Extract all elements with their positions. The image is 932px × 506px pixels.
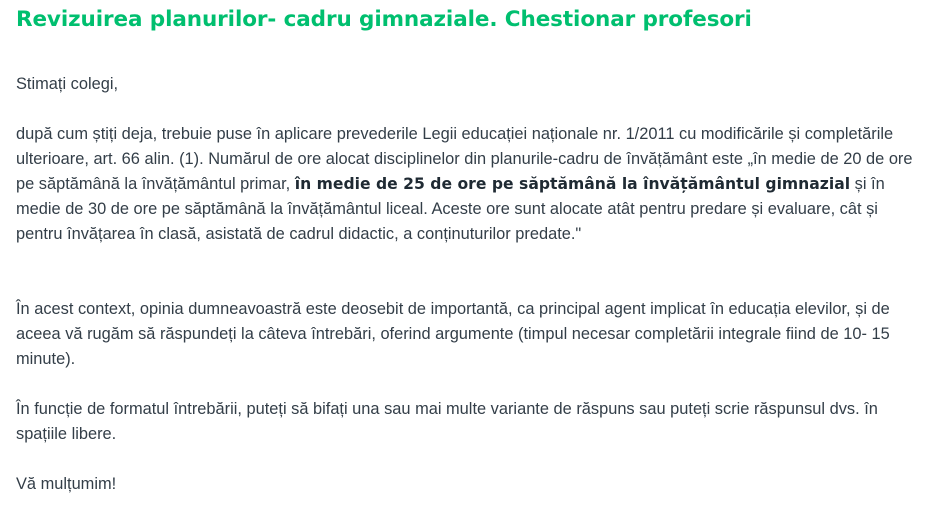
intro-law-text-end: și în medie de 30 de ore pe săptămână la învățământul liceal. Aceste ore sunt alocate atât pentru predare și evaluare, cât și pentru învățarea în clasă, asistată de cadrul didactic, a conținuturilor predate." — [16, 175, 885, 243]
thanks-text: Vă mulțumim! — [16, 475, 117, 493]
intro-paragraph-context: În acest context, opinia dumneavoastră este deosebit de importantă, ca principal agent implicat în educația elevilor, și de aceea vă rugăm să răspundeți la câteva întrebări, oferind argumente (timpul necesar completării integrale fiind de 10- 15 minute). — [16, 300, 890, 368]
intro-law-bold-text: în medie de 25 de ore pe săptămână la învățământul gimnazial — [294, 175, 851, 193]
greeting-text: Stimați colegi, — [16, 75, 119, 93]
intro-paragraph-law — [16, 122, 916, 247]
intro-law-text-start: după cum știți deja, trebuie puse în aplicare prevederile Legii educației naționale nr. 1/2011 cu modificările și completările ulterioare, art. 66 alin. (1). Numărul de ore alocat disciplinelor din planurile-cadru de învățământ este „în medie de 20 de ore pe săptămână la învățământul primar, — [16, 125, 913, 193]
intro-paragraph-instructions: În funcție de formatul întrebării, puteți să bifați una sau mai multe variante de răspuns sau puteți scrie răspunsul dvs. în spațiile libere. — [16, 400, 878, 443]
survey-title: Revizuirea planurilor- cadru gimnaziale. Chestionar profesori — [16, 7, 752, 32]
